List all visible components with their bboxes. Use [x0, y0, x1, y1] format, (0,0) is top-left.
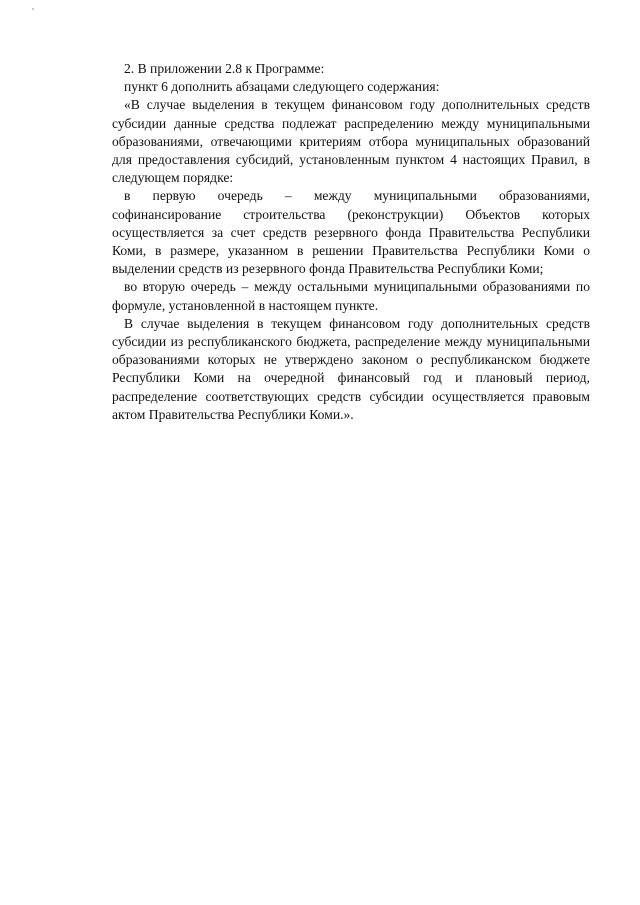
paragraph-first-priority: в первую очередь – между муниципальными образованиями, софинансирование строительства (реконструкции) Объектов которых осуществляется за счет средств резервного фонда Правительства Республики Коми, в размере, указанном в решении Правительства Республики Коми о выделении средств из резервного фонда Правительства Республики Коми; [112, 188, 590, 277]
scan-speck [32, 8, 34, 10]
paragraph-point-6-intro: пункт 6 дополнить абзацами следующего содержания: [124, 79, 440, 95]
paragraph-republican-budget: В случае выделения в текущем финансовом году дополнительных средств субсидии из республиканского бюджета, распределение между муниципальными образованиями которых не утверждено законом о республиканском бюджете Республики Коми на очередной финансовый год и плановый период, распределение соответствующих средств субсидии осуществляется правовым актом Правительства Республики Коми.». [112, 315, 590, 422]
paragraph-second-priority: во вторую очередь – между остальными муниципальными образованиями по формуле, установленной в настоящем пункте. [112, 279, 590, 313]
document-body [112, 60, 590, 424]
paragraph-item-2-heading: 2. В приложении 2.8 к Программе: [124, 61, 325, 76]
paragraph-allocation-rule: «В случае выделения в текущем финансовом году дополнительных средств субсидии данные средства подлежат распределению между муниципальными образованиями, отвечающими критериям отбора муниципальных образований для предоставления субсидий, установленным пунктом 4 настоящих Правил, в следующем порядке: [112, 97, 590, 186]
